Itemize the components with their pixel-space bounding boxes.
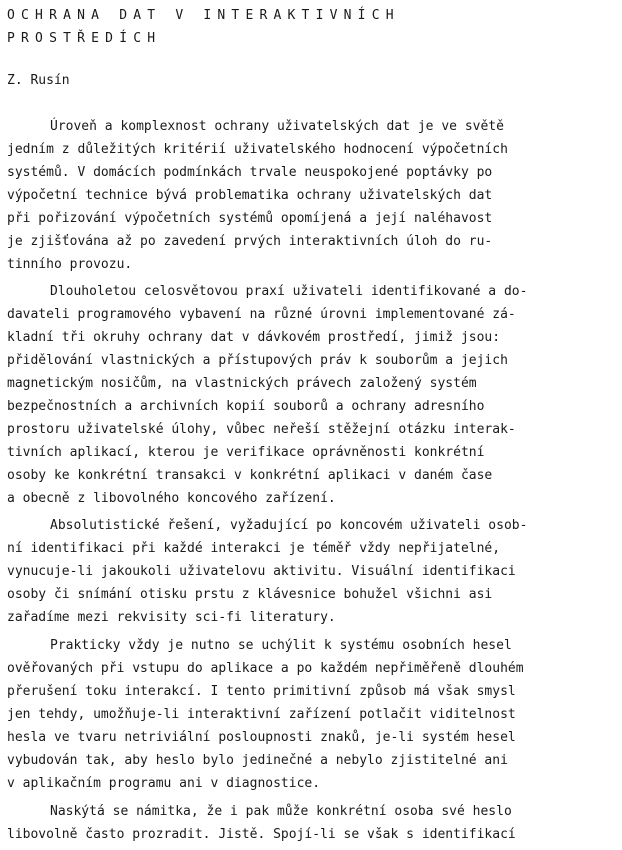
paragraph-line: libovolně často prozradit. Jistě. Spojí-li se však s identifikací bbox=[7, 827, 516, 842]
paragraph-line: přidělování vlastnických a přístupových práv k souborům a jejich bbox=[7, 353, 508, 368]
paragraph-line: bezpečnostních a archivních kopií souborů a ochrany adresního bbox=[7, 399, 485, 414]
paragraph-line: zařadíme mezi rekvisity sci-fi literatury. bbox=[7, 610, 336, 625]
paragraph-line: Dlouholetou celosvětovou praxí uživateli identifikované a do- bbox=[50, 284, 528, 299]
paragraph-line: ní identifikaci při každé interakci je téměř vždy nepřijatelné, bbox=[7, 541, 501, 556]
paragraph-line: osoby ke konkrétní transakci v konkrétní aplikaci v daném čase bbox=[7, 468, 493, 483]
paragraph-line: přerušení toku interakcí. I tento primitivní způsob má však smysl bbox=[7, 684, 516, 699]
paragraph-line: a obecně z libovolného koncového zařízení. bbox=[7, 491, 336, 506]
paragraph-line: Naskýtá se námitka, že i pak může konkrétní osoba své heslo bbox=[50, 804, 512, 819]
paragraph-line: tivních aplikací, kterou je verifikace oprávněnosti konkrétní bbox=[7, 445, 485, 460]
author: Z. Rusín bbox=[7, 73, 70, 88]
paragraph-line: Úroveň a komplexnost ochrany uživatelských dat je ve světě bbox=[50, 119, 504, 134]
paragraph-line: osoby či snímání otisku prstu z klávesnice bohužel všichni asi bbox=[7, 587, 493, 602]
paragraph-line: jen tehdy, umožňuje-li interaktivní zařízení potlačit viditelnost bbox=[7, 707, 516, 722]
paragraph-line: vybudován tak, aby heslo bylo jedinečné a nebylo zjistitelné ani bbox=[7, 753, 508, 768]
paragraph-line: systémů. V domácích podmínkách trvale neuspokojené poptávky po bbox=[7, 165, 493, 180]
paragraph-line: ověřovaných při vstupu do aplikace a po každém nepřiměřeně dlouhém bbox=[7, 661, 524, 676]
paragraph-line: hesla ve tvaru netriviální posloupnosti znaků, je-li systém hesel bbox=[7, 730, 516, 745]
paragraph-line: vynucuje-li jakoukoli uživatelovu aktivitu. Visuální identifikaci bbox=[7, 564, 516, 579]
paragraph-line: při pořizování výpočetních systémů opomíjená a její naléhavost bbox=[7, 211, 493, 226]
paragraph-line: tinního provozu. bbox=[7, 257, 133, 272]
paragraph-line: jedním z důležitých kritérií uživatelského hodnocení výpočetních bbox=[7, 142, 508, 157]
paragraph-line: je zjišťována až po zavedení prvých interaktivních úloh do ru- bbox=[7, 234, 493, 249]
paragraph-line: kladní tři okruhy ochrany dat v dávkovém prostředí, jimiž jsou: bbox=[7, 330, 501, 345]
paragraph-line: magnetickým nosičům, na vlastnických právech založený systém bbox=[7, 376, 477, 391]
paragraph-line: v aplikačním programu ani v diagnostice. bbox=[7, 776, 321, 791]
document-title-line-2: PROSTŘEDÍCH bbox=[7, 31, 162, 46]
document-title-line-1: OCHRANA DAT V INTERAKTIVNÍCH bbox=[7, 8, 400, 23]
paragraph-line: Absolutistické řešení, vyžadující po koncovém uživateli osob- bbox=[50, 518, 528, 533]
paragraph-line: výpočetní technice bývá problematika ochrany uživatelských dat bbox=[7, 188, 493, 203]
paragraph-line: Prakticky vždy je nutno se uchýlit k systému osobních hesel bbox=[50, 638, 512, 653]
paragraph-line: davateli programového vybavení na různé úrovni implementované zá- bbox=[7, 307, 516, 322]
paragraph-line: prostoru uživatelské úlohy, vůbec neřeší stěžejní otázku interak- bbox=[7, 422, 516, 437]
